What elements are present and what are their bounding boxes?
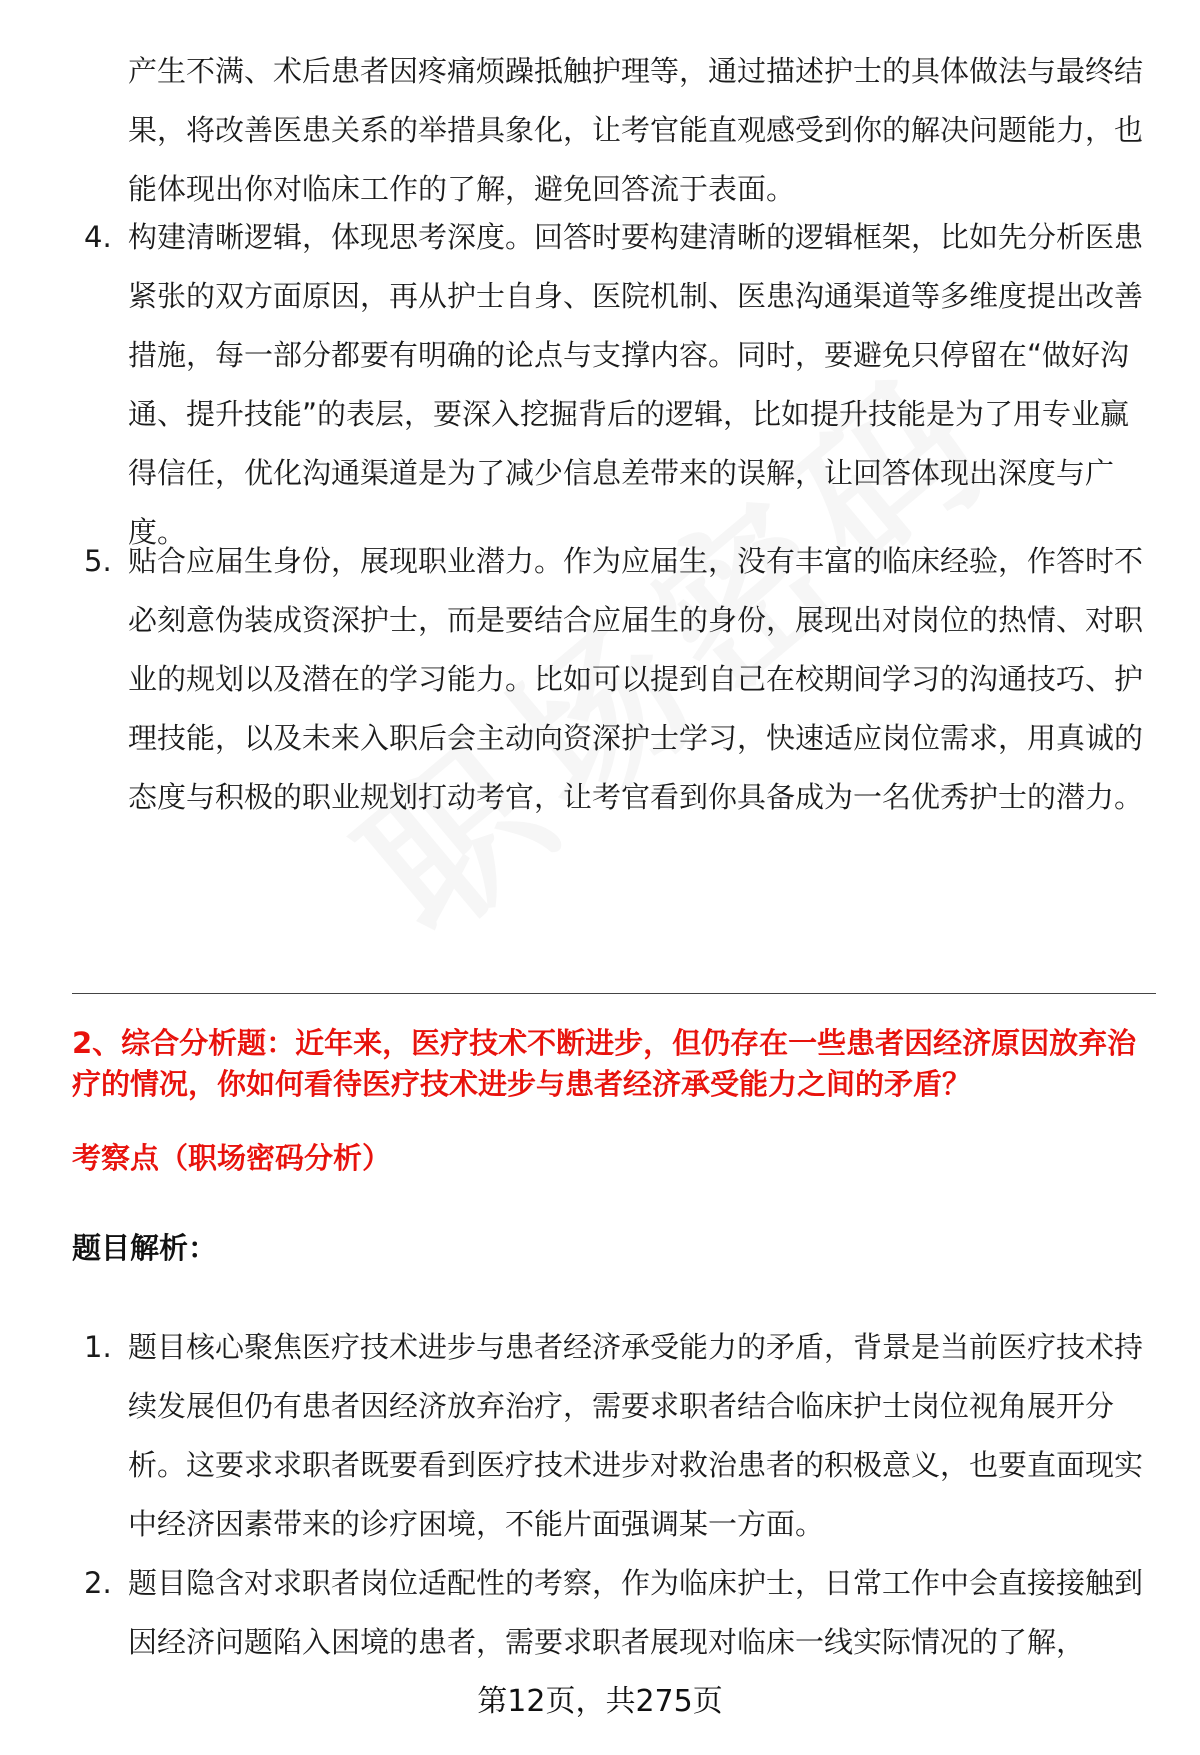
analysis-heading: 题目解析： <box>72 1231 218 1265</box>
list-text: 贴合应届生身份，展现职业潜力。作为应届生，没有丰富的临床经验，作答时不必刻意伪装成资深护士，而是要结合应届生的身份，展现出对岗位的热情、对职业的规划以及潜在的学习能力。比如可以提到自己在校期间学习的沟通技巧、护理技能，以及未来入职后会主动向资深护士学习，快速适应岗位需求，用真诚的态度与积极的职业规划打动考官，让考官看到你具备成为一名优秀护士的潜力。 <box>128 544 1144 814</box>
list-item <box>80 1318 1148 1554</box>
question-heading: 2、综合分析题：近年来，医疗技术不断进步，但仍存在一些患者因经济原因放弃治疗的情况，你如何看待医疗技术进步与患者经济承受能力之间的矛盾？ <box>72 1026 1137 1101</box>
page-footer: 第12页，共275页 <box>477 1684 723 1719</box>
list-number: 5. <box>84 544 112 578</box>
list-number: 4. <box>84 220 112 254</box>
list-text: 构建清晰逻辑，体现思考深度。回答时要构建清晰的逻辑框架，比如先分析医患紧张的双方面原因，再从护士自身、医院机制、医患沟通渠道等多维度提出改善措施，每一部分都要有明确的论点与支撑内容。同时，要避免只停留在“做好沟通、提升技能”的表层，要深入挖掘背后的逻辑，比如提升技能是为了用专业赢得信任，优化沟通渠道是为了减少信息差带来的误解，让回答体现出深度与广度。 <box>128 220 1144 549</box>
list-text: 题目核心聚焦医疗技术进步与患者经济承受能力的矛盾，背景是当前医疗技术持续发展但仍有患者因经济放弃治疗，需要求职者结合临床护士岗位视角展开分析。这要求求职者既要看到医疗技术进步对救治患者的积极意义，也要直面现实中经济因素带来的诊疗困境，不能片面强调某一方面。 <box>128 1330 1144 1541</box>
section-divider <box>72 993 1156 994</box>
list-text: 题目隐含对求职者岗位适配性的考察，作为临床护士，日常工作中会直接接触到因经济问题陷入困境的患者，需要求职者展现对临床一线实际情况的了解， <box>128 1566 1144 1659</box>
list-item <box>80 532 1148 827</box>
list-item <box>80 208 1148 562</box>
list-number: 2. <box>84 1566 112 1600</box>
list-item <box>80 1554 1148 1672</box>
examine-point-heading: 考察点（职场密码分析） <box>72 1141 392 1175</box>
continued-paragraph: 产生不满、术后患者因疼痛烦躁抵触护理等，通过描述护士的具体做法与最终结果，将改善医患关系的举措具象化，让考官能直观感受到你的解决问题能力，也能体现出你对临床工作的了解，避免回答流于表面。 <box>128 54 1144 206</box>
list-number: 1. <box>84 1330 112 1364</box>
